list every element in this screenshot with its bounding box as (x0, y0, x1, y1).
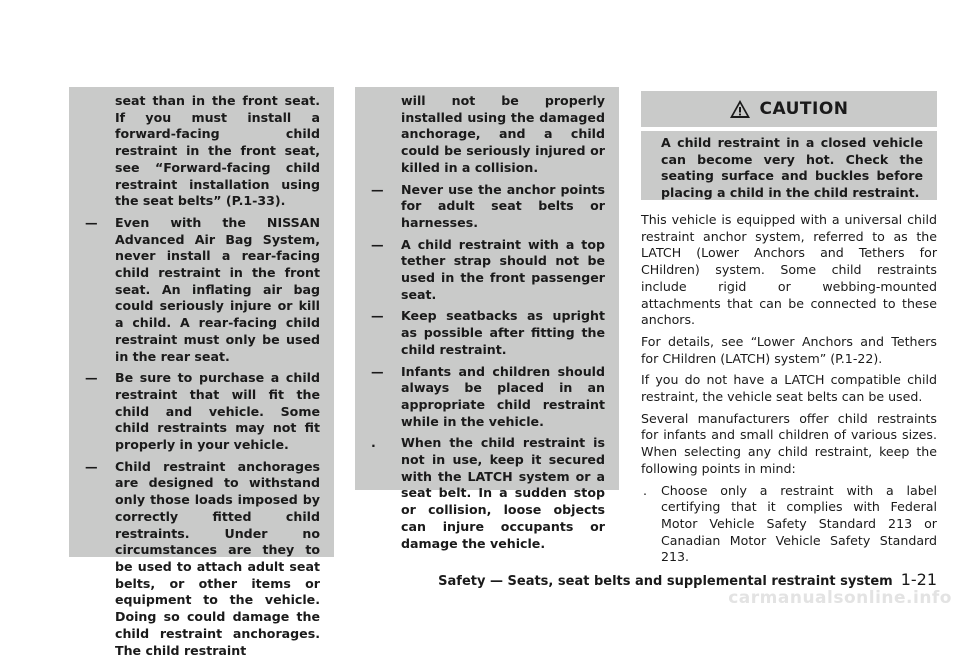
paragraph: If you do not have a LATCH compatible child restraint, the vehicle seat belts can be used. (641, 372, 937, 405)
page-number: 1-21 (900, 570, 937, 589)
warning-dash-item: — Never use the anchor points for adult seat belts or harnesses. (371, 181, 605, 230)
warning-dash-item: — A child restraint with a top tether strap should not be used in the front passenger seat. (371, 236, 605, 302)
warning-dash-item: — Keep seatbacks as upright as possible after fitting the child restraint. (371, 308, 605, 357)
caution-text: A child restraint in a closed vehicle can become very hot. Check the seating surface and buckles before placing a child in the child restraint. (641, 131, 937, 200)
watermark: carmanualsonline.info (728, 588, 952, 608)
page-footer (438, 570, 937, 589)
dash-mark: — (371, 363, 384, 379)
warning-dash-item: — Child restraint anchorages are designed to withstand only those loads imposed by correctly fitted child restraints. Under no circumstances are they to be used to attach adult seat belts, or other items or equipment to the vehicle. Doing so could damage the child restraint anchorages. The child restraint (85, 458, 320, 658)
warning-dash-item: — Infants and children should always be placed in an appropriate child restraint while in the vehicle. (371, 363, 605, 429)
paragraph: For details, see “Lower Anchors and Tethers for CHildren (LATCH) system” (P.1-22). (641, 333, 937, 366)
footer-section-title: Safety — Seats, seat belts and supplemental restraint system (438, 574, 893, 589)
body-text-column (641, 212, 937, 566)
warning-bullet-item: . When the child restraint is not in use, keep it secured with the LATCH system or a seat belt. In a sudden stop or collision, loose objects can injure occupants or damage the vehicle. (371, 435, 605, 551)
dash-mark: — (371, 181, 384, 197)
dash-mark: — (371, 308, 384, 324)
bullet-mark: . (371, 435, 376, 451)
caution-title: CAUTION (759, 99, 849, 119)
bullet-mark: . (643, 482, 648, 498)
warning-triangle-icon (729, 99, 751, 119)
paragraph: Several manufacturers offer child restraints for infants and small children of various sizes. When selecting any child restraint, keep the following points in mind: (641, 410, 937, 476)
dash-mark: — (85, 458, 98, 474)
dash-mark: — (85, 370, 98, 386)
dash-mark: — (371, 236, 384, 252)
caution-header (641, 91, 937, 127)
warning-dash-item: — Be sure to purchase a child restraint that will fit the child and vehicle. Some child restraints may not fit properly in your vehicle. (85, 370, 320, 453)
paragraph: This vehicle is equipped with a universal child restraint anchor system, referred to as the LATCH (Lower Anchors and Tethers for CHildren) system. Some child restraints include rigid or webbing-mounted attachments that can be connected to these anchors. (641, 212, 937, 328)
warning-lead-text: seat than in the front seat. If you must install a forward-facing child restraint in the front seat, see “Forward-facing child restraint installation using the seat belts” (P.1-33). (115, 93, 320, 209)
dash-mark: — (85, 214, 98, 230)
warning-column-2 (355, 87, 619, 551)
warning-dash-item: — Even with the NISSAN Advanced Air Bag System, never install a rear-facing child restraint in the front seat. An inflating air bag could seriously injure or kill a child. A rear-facing child restraint must only be used in the rear seat. (85, 214, 320, 364)
warning-lead-text: will not be properly installed using the damaged anchorage, and a child could be seriously injured or killed in a collision. (401, 93, 605, 175)
warning-column-1 (69, 87, 334, 658)
bullet-item: . Choose only a restraint with a label certifying that it complies with Federal Motor Vehicle Safety Standard 213 or Canadian Motor Vehicle Safety Standard 213. (643, 482, 937, 565)
